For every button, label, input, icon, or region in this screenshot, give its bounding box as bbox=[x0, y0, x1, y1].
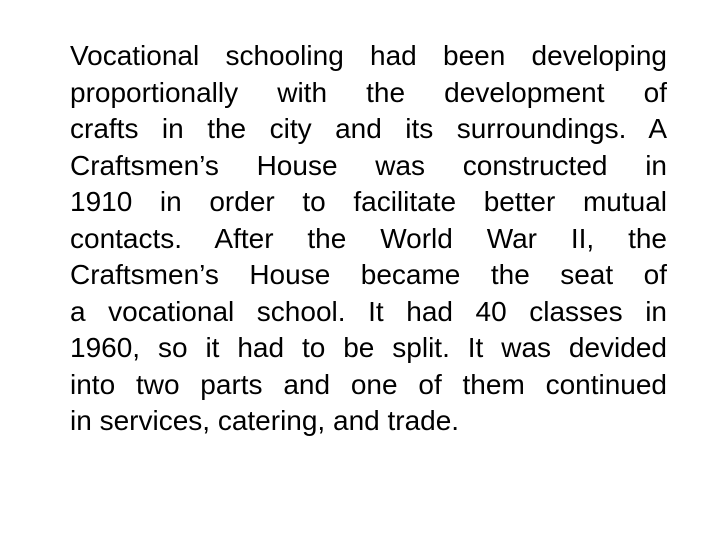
paragraph-line: proportionally with the development of bbox=[70, 76, 667, 108]
body-paragraph bbox=[70, 38, 667, 440]
paragraph-line: Craftsmen’s House became the seat of bbox=[70, 259, 667, 290]
paragraph-line: 1960, so it had to be split. It was devided bbox=[70, 332, 667, 363]
paragraph-line: 1910 in order to facilitate better mutual bbox=[70, 186, 667, 217]
paragraph-line: contacts. After the World War II, the bbox=[70, 222, 667, 254]
paragraph-line: in services, catering, and trade. bbox=[70, 405, 460, 436]
paragraph-line: into two parts and one of them continued bbox=[70, 368, 667, 400]
paragraph-line: a vocational school. It had 40 classes in bbox=[70, 295, 667, 327]
paragraph-line: Craftsmen’s House was constructed in bbox=[70, 149, 667, 181]
paragraph-line: Vocational schooling had been developing bbox=[70, 40, 667, 71]
paragraph-line: crafts in the city and its surroundings. A bbox=[70, 113, 667, 144]
